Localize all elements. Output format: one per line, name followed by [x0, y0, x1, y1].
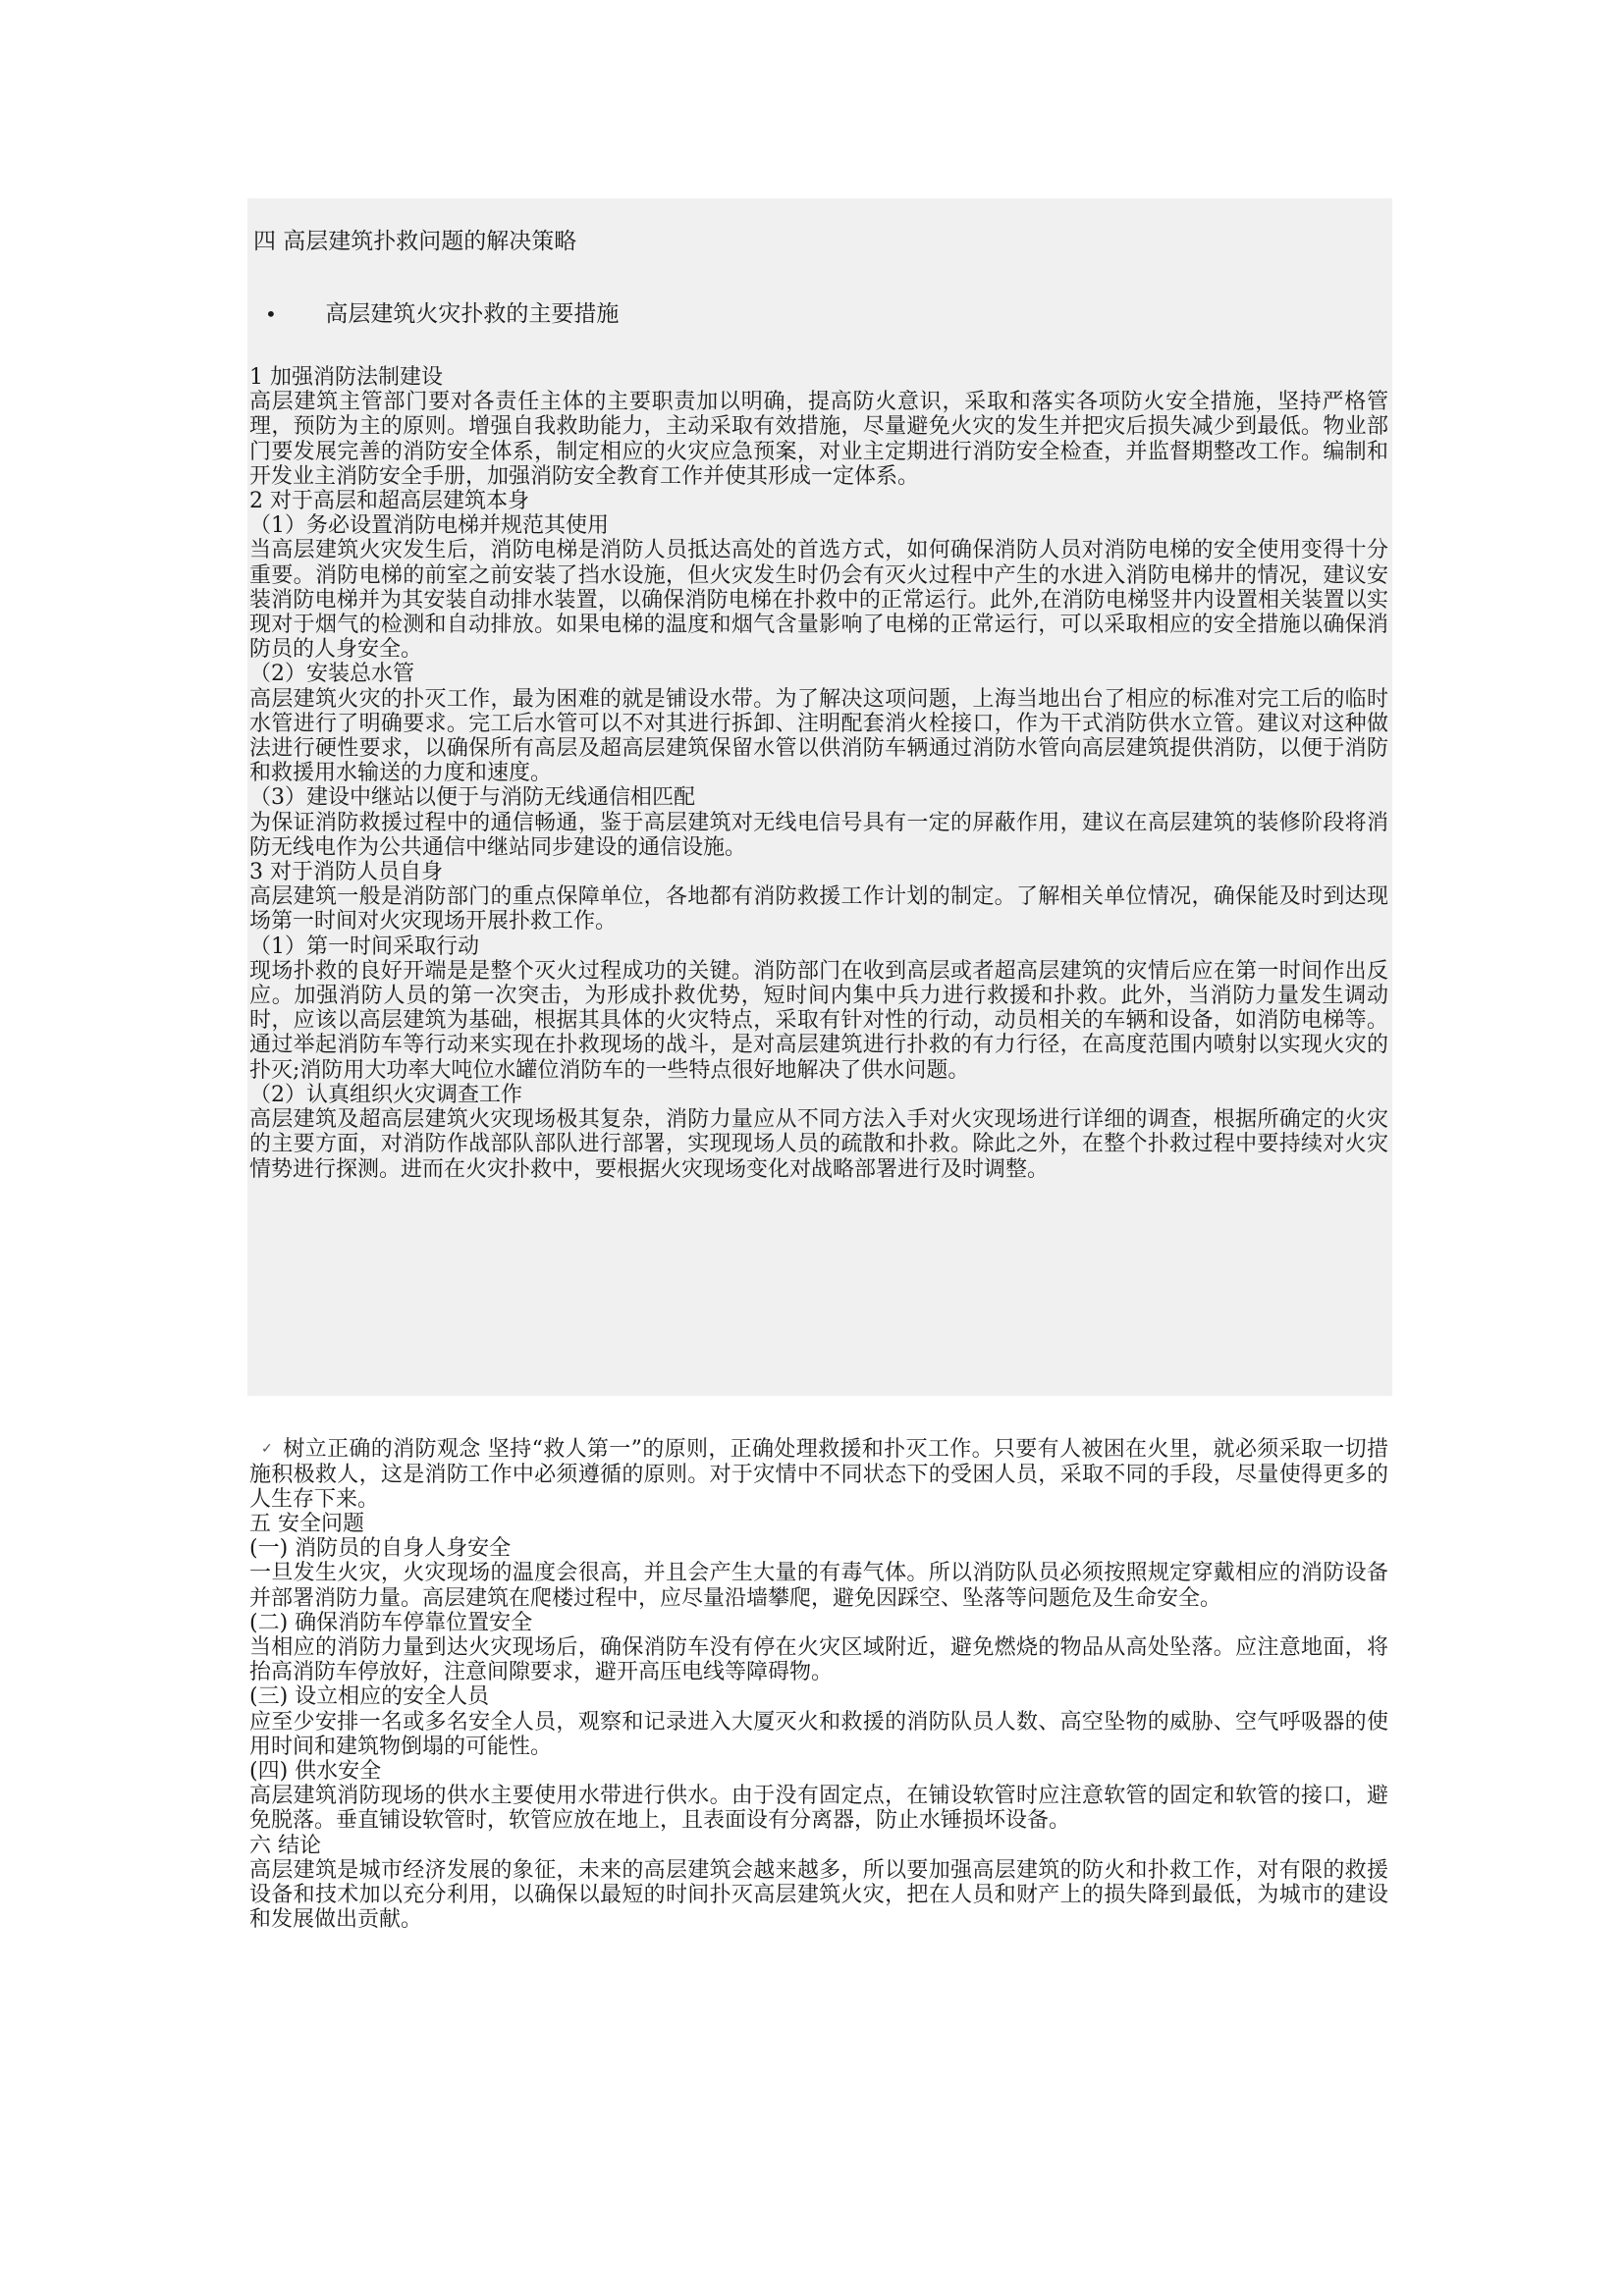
- paragraph: 现场扑救的良好开端是是整个灭火过程成功的关键。消防部门在收到高层或者超高层建筑的灾情后应在第一时间作出反应。加强消防人员的第一次突击，为形成扑救优势，短时间内集中兵力进行救援和扑救。此外，当消防力量发生调动时，应该以高层建筑为基础，根据其具体的火灾特点，采取有针对性的行动，动员相关的车辆和设备，如消防电梯等。通过举起消防车等行动来实现在扑救现场的战斗，是对高层建筑进行扑救的有力行径，在高度范围内喷射以实现火灾的扑灭;消防用大功率大吨位水罐位消防车的一些特点很好地解决了供水问题。: [249, 958, 1388, 1083]
- paragraph: 为保证消防救援过程中的通信畅通，鉴于高层建筑对无线电信号具有一定的屏蔽作用，建议在高层建筑的装修阶段将消防无线电作为公共通信中继站同步建设的通信设施。: [249, 810, 1388, 860]
- bullet-text: 高层建筑火灾扑救的主要措施: [325, 301, 620, 327]
- paragraph: 高层建筑消防现场的供水主要使用水带进行供水。由于没有固定点，在铺设软管时应注意软管的固定和软管的接口，避免脱落。垂直铺设软管时，软管应放在地上，且表面设有分离器，防止水锤损坏设备。: [249, 1784, 1388, 1834]
- sub-heading: （2）安装总水管: [249, 662, 414, 687]
- paragraph: 高层建筑是城市经济发展的象征，未来的高层建筑会越来越多，所以要加强高层建筑的防火和扑救工作，对有限的救援设备和技术加以充分利用，以确保以最短的时间扑灭高层建筑火灾，把在人员和财产上的损失降到最低，为城市的建设和发展做出贡献。: [249, 1857, 1388, 1933]
- paragraph: 高层建筑主管部门要对各责任主体的主要职责加以明确，提高防火意识，采取和落实各项防火安全措施，坚持严格管理，预防为主的原则。增强自我救助能力，主动采取有效措施，尽量避免火灾的发生并把灾后损失减少到最低。物业部门要发展完善的消防安全体系，制定相应的火灾应急预案，对业主定期进行消防安全检查，并监督期整改工作。编制和开发业主消防安全手册，加强消防安全教育工作并使其形成一定体系。: [249, 390, 1388, 489]
- check-mark-icon: ✓: [261, 1441, 273, 1458]
- paragraph: 高层建筑一般是消防部门的重点保障单位，各地都有消防救援工作计划的制定。了解相关单位情况，确保能及时到达现场第一时间对火灾现场开展扑救工作。: [249, 884, 1388, 934]
- bullet-dot-icon: •: [265, 302, 277, 326]
- paragraph: 当高层建筑火灾发生后，消防电梯是消防人员抵达高处的首选方式，如何确保消防人员对消防电梯的安全使用变得十分重要。消防电梯的前室之前安装了挡水设施，但火灾发生时仍会有灭火过程中产生的水进入消防电梯井的情况，建议安装消防电梯并为其安装自动排水装置，以确保消防电梯在扑救中的正常运行。此外,在消防电梯竖井内设置相关装置以实现对于烟气的检测和自动排放。如果电梯的温度和烟气含量影响了电梯的正常运行，可以采取相应的安全措施以确保消防员的人身安全。: [249, 538, 1388, 663]
- bullet-item: [265, 296, 619, 332]
- paragraph: 应至少安排一名或多名安全人员，观察和记录进入大厦灭火和救援的消防队员人数、高空坠物的威胁、空气呼吸器的使用时间和建筑物倒塌的可能性。: [249, 1709, 1388, 1759]
- sub-heading: （3）建设中继站以便于与消防无线通信相匹配: [249, 785, 695, 811]
- measures-body: [249, 365, 1388, 1182]
- sub-heading: (三) 设立相应的安全人员: [249, 1684, 490, 1710]
- paragraph: 高层建筑火灾的扑灭工作，最为困难的就是铺设水带。为了解决这项问题，上海当地出台了相应的标准对完工后的临时水管进行了明确要求。完工后水管可以不对其进行拆卸、注明配套消火栓接口，作为干式消防供水立管。建议对这种做法进行硬性要求，以确保所有高层及超高层建筑保留水管以供消防车辆通过消防水管向高层建筑提供消防，以便于消防和救援用水输送的力度和速度。: [249, 686, 1388, 786]
- sub-heading: (二) 确保消防车停靠位置安全: [249, 1610, 533, 1635]
- paragraph: 一旦发生火灾，火灾现场的温度会很高，并且会产生大量的有毒气体。所以消防队员必须按照规定穿戴相应的消防设备并部署消防力量。高层建筑在爬楼过程中，应尽量沿墙攀爬，避免因踩空、坠落等问题危及生命安全。: [249, 1561, 1388, 1611]
- section-heading-5: 五 安全问题: [249, 1512, 364, 1536]
- sub-heading: （1）务必设置消防电梯并规范其使用: [249, 513, 609, 539]
- sub-heading: （2）认真组织火灾调查工作: [249, 1082, 522, 1107]
- fire-concept-paragraph: [249, 1437, 1388, 1512]
- heading-1: 1 加强消防法制建设: [249, 365, 443, 390]
- fire-concept-text: 树立正确的消防观念 坚持“救人第一”的原则，正确处理救援和扑灭工作。只要有人被困在火里，就必须采取一切措施积极救人，这是消防工作中必须遵循的原则。对于灾情中不同状态下的受困人员，采取不同的手段，尽量使得更多的人生存下来。: [249, 1437, 1388, 1512]
- heading-2: 2 对于高层和超高层建筑本身: [249, 489, 529, 514]
- sub-heading: （1）第一时间采取行动: [249, 934, 479, 959]
- heading-3: 3 对于消防人员自身: [249, 860, 443, 885]
- paragraph: 当相应的消防力量到达火灾现场后，确保消防车没有停在火灾区域附近，避免燃烧的物品从高处坠落。应注意地面，将抬高消防车停放好，注意间隙要求，避开高压电线等障碍物。: [249, 1635, 1388, 1685]
- paragraph: 高层建筑及超高层建筑火灾现场极其复杂，消防力量应从不同方法入手对火灾现场进行详细的调查，根据所确定的火灾的主要方面，对消防作战部队部队进行部署，实现现场人员的疏散和扑救。除此之外，在整个扑救过程中要持续对火灾情势进行探测。进而在火灾扑救中，要根据火灾现场变化对战略部署进行及时调整。: [249, 1107, 1388, 1182]
- sub-heading: (一) 消防员的自身人身安全: [249, 1536, 512, 1562]
- section-title: 四 高层建筑扑救问题的解决策略: [253, 229, 577, 254]
- sub-heading: (四) 供水安全: [249, 1759, 382, 1785]
- lower-body: [249, 1437, 1388, 1932]
- section-heading-6: 六 结论: [249, 1833, 321, 1858]
